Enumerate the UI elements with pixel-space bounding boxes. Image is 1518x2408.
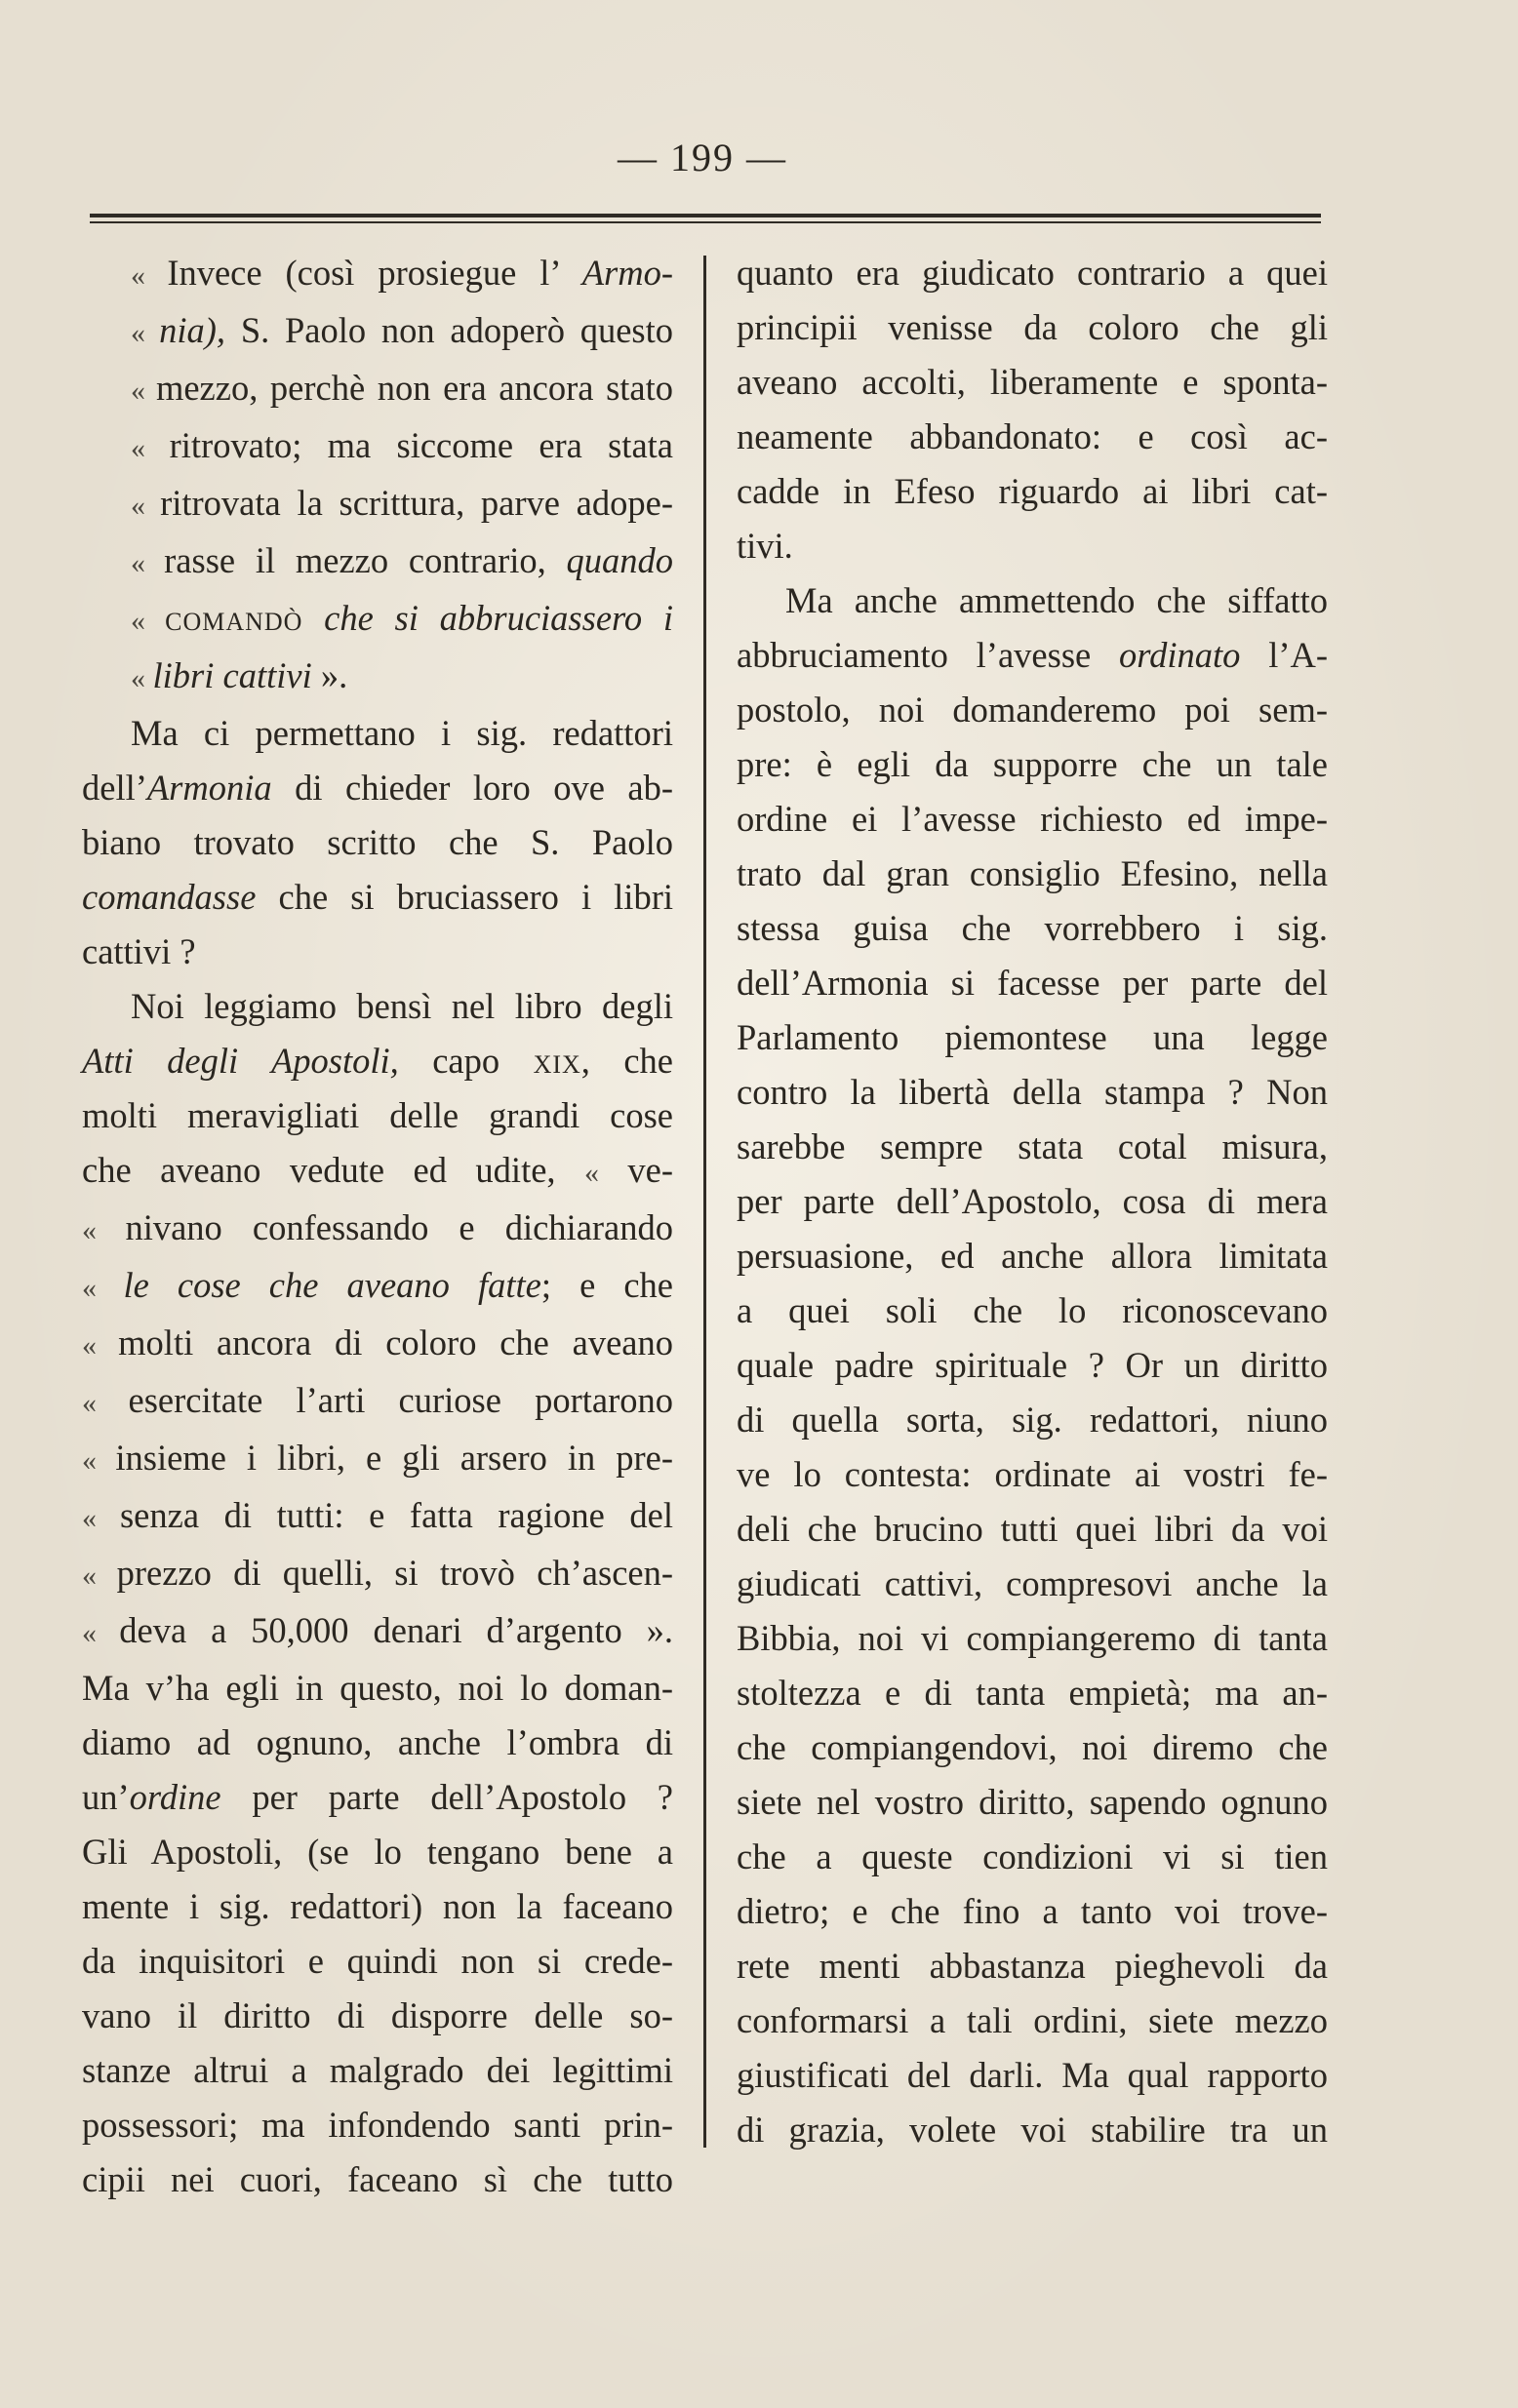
text-run: ; e che (540, 1265, 674, 1305)
quote-mark: « (131, 547, 165, 579)
text-run: S. Paolo non adoperò questo (225, 310, 674, 350)
italic-text: che si abbruciassero i (302, 598, 673, 638)
italic-text: libri cattivi (152, 655, 312, 695)
text-run: cattivi ? (82, 931, 196, 971)
text-line (82, 1603, 673, 1661)
text-line (737, 1666, 1328, 1720)
text-line (82, 1546, 673, 1603)
text-run: Ma anche ammettendo che siffatto (785, 580, 1328, 620)
text-run: che aveano vedute ed udite, (82, 1150, 584, 1190)
text-run: che compiangendovi, noi diremo che (737, 1727, 1328, 1767)
text-run: Parlamento piemontese una legge (737, 1017, 1328, 1057)
text-line (82, 1934, 673, 1989)
text-run: di chieder loro ove ab- (271, 768, 673, 808)
right-text-column (737, 246, 1328, 2157)
text-line (737, 1010, 1328, 1065)
text-run: aveano accolti, liberamente e sponta- (737, 362, 1328, 402)
quote-mark: « (82, 1617, 120, 1649)
text-line (82, 761, 673, 815)
text-run: l’A- (1240, 635, 1329, 675)
text-line (82, 1488, 673, 1546)
text-run: di grazia, volete voi stabilire tra un (737, 2110, 1328, 2150)
text-line (737, 1557, 1328, 1611)
text-line (737, 1994, 1328, 2048)
text-run: senza di tutti: e fatta ragione del (119, 1495, 673, 1535)
text-run: di quella sorta, sig. redattori, niuno (737, 1400, 1328, 1440)
text-line (737, 1611, 1328, 1666)
text-run: insieme i libri, e gli arsero in pre- (115, 1438, 674, 1478)
text-run: principii venisse da coloro che gli (737, 307, 1328, 347)
text-line (82, 2152, 673, 2207)
text-line (82, 591, 673, 649)
text-run: ve lo contesta: ordinate ai vostri fe- (737, 1454, 1328, 1494)
quote-mark: « (82, 1387, 129, 1419)
text-line (82, 1879, 673, 1934)
text-run: esercitate l’arti curiose portarono (128, 1380, 673, 1420)
text-line (82, 1989, 673, 2043)
text-run: pre: è egli da supporre che un tale (737, 744, 1328, 784)
text-run: ve- (598, 1150, 673, 1190)
text-run: ritrovata la scrittura, parve adope- (160, 483, 673, 523)
text-line (737, 1393, 1328, 1447)
quote-mark: « (131, 432, 170, 464)
text-run: conformarsi a tali ordini, siete mezzo (737, 2000, 1328, 2040)
italic-text: le cose che aveano fatte (123, 1265, 541, 1305)
text-line (737, 1447, 1328, 1502)
text-run: molti meravigliati delle grandi cose (82, 1095, 673, 1135)
text-run: Noi leggiamo bensì nel libro degli (131, 986, 673, 1026)
text-line (737, 1775, 1328, 1830)
text-run: stessa guisa che vorrebbero i sig. (737, 908, 1328, 948)
text-line (737, 300, 1328, 355)
text-run: ordine ei l’avesse richiesto ed impe- (737, 799, 1328, 839)
text-run: quale padre spirituale ? Or un diritto (737, 1345, 1328, 1385)
quote-mark: « (131, 490, 161, 522)
italic-text: Armo- (581, 253, 673, 293)
text-line (737, 1065, 1328, 1120)
text-line (737, 573, 1328, 628)
text-line (737, 1939, 1328, 1994)
text-run: dietro; e che fino a tanto voi trove- (737, 1891, 1328, 1931)
text-line (82, 979, 673, 1034)
italic-text: Atti degli Apostoli, (82, 1041, 399, 1081)
text-run: ». (311, 655, 348, 695)
text-run: mente i sig. redattori) non la faceano (82, 1886, 673, 1926)
text-run: neamente abbandonato: e così ac- (737, 416, 1328, 456)
text-run: , che (580, 1041, 674, 1081)
text-line (737, 1720, 1328, 1775)
text-line (737, 956, 1328, 1010)
text-line (82, 1143, 673, 1201)
text-line (737, 1884, 1328, 1939)
text-line (737, 737, 1328, 792)
text-run: trato dal gran consiglio Efesino, nella (737, 853, 1328, 893)
text-run: prezzo di quelli, si trovò ch’ascen- (116, 1553, 674, 1593)
text-line (737, 847, 1328, 901)
text-run: giustificati del darli. Ma qual rapporto (737, 2055, 1328, 2095)
text-run: sarebbe sempre stata cotal misura, (737, 1126, 1328, 1166)
text-line (82, 870, 673, 925)
page-number: — 199 — (618, 136, 787, 179)
text-run: che a queste condizioni vi si tien (737, 1836, 1328, 1876)
quote-mark: « (82, 1444, 116, 1477)
text-run: cipii nei cuori, faceano sì che tutto (82, 2159, 673, 2199)
text-run: per parte dell’Apostolo ? (220, 1777, 673, 1817)
text-line (82, 2043, 673, 2098)
text-run: contro la libertà della stampa ? Non (737, 1072, 1328, 1112)
text-line (82, 925, 673, 979)
text-line (82, 1373, 673, 1431)
text-run: Gli Apostoli, (se lo tengano bene a (82, 1832, 673, 1872)
text-line (82, 1661, 673, 1716)
quote-mark: « (583, 1157, 599, 1189)
italic-text: ordine (129, 1777, 221, 1817)
text-line (82, 361, 673, 418)
quote-mark: « (82, 1502, 120, 1534)
text-run: deva a 50,000 denari d’argento ». (119, 1610, 674, 1650)
text-run: dell’Armonia si facesse per parte del (737, 963, 1328, 1003)
text-line (82, 1034, 673, 1088)
quote-mark: « (131, 605, 166, 637)
text-line (737, 2048, 1328, 2103)
text-run: diamo ad ognuno, anche l’ombra di (82, 1722, 673, 1762)
text-line (737, 1120, 1328, 1174)
text-run: da inquisitori e quindi non si crede- (82, 1941, 673, 1981)
text-run: molti ancora di coloro che aveano (118, 1322, 673, 1362)
text-run: rete menti abbastanza pieghevoli da (737, 1946, 1328, 1986)
text-run: Invece (così prosiegue l’ (167, 253, 582, 293)
italic-text: ordinato (1119, 635, 1241, 675)
text-line (82, 476, 673, 533)
text-run: mezzo, perchè non era ancora stato (155, 368, 674, 408)
text-run: che si bruciassero i libri (256, 877, 673, 917)
text-run: postolo, noi domanderemo poi sem- (737, 690, 1328, 730)
text-run: quanto era giudicato contrario a quei (737, 253, 1328, 293)
text-run: xix (533, 1041, 581, 1081)
text-line (737, 1502, 1328, 1557)
quote-mark: « (82, 1329, 119, 1362)
text-line (737, 628, 1328, 683)
text-line (82, 1431, 673, 1488)
text-run: siete nel vostro diritto, sapendo ognuno (737, 1782, 1328, 1822)
text-line (737, 683, 1328, 737)
text-run: giudicati cattivi, compresovi anche la (737, 1563, 1328, 1603)
column-divider (703, 256, 706, 2148)
text-run: deli che brucino tutti quei libri da voi (737, 1509, 1328, 1549)
text-run: tivi. (737, 526, 793, 566)
quote-mark: « (131, 375, 156, 407)
text-line (82, 649, 673, 706)
text-line (82, 1716, 673, 1770)
text-line (737, 1229, 1328, 1283)
text-line (737, 1830, 1328, 1884)
quote-mark: « (131, 259, 168, 292)
text-run: un’ (82, 1777, 130, 1817)
text-run: possessori; ma infondendo santi prin- (82, 2105, 673, 2145)
text-line (82, 1770, 673, 1825)
italic-text: comandasse (82, 877, 257, 917)
text-line (737, 901, 1328, 956)
text-run: stanze altrui a malgrado dei legittimi (82, 2050, 673, 2090)
header-rule-thick (90, 214, 1321, 217)
text-line (737, 792, 1328, 847)
text-line (737, 1338, 1328, 1393)
quote-mark: « (82, 1559, 117, 1592)
left-text-column (82, 246, 673, 2207)
text-line (737, 2103, 1328, 2157)
italic-text: quando (566, 540, 674, 580)
text-run: capo (398, 1041, 534, 1081)
text-line (737, 410, 1328, 464)
text-line (737, 355, 1328, 410)
text-line (737, 519, 1328, 573)
quote-mark: « (131, 662, 153, 694)
text-line (82, 1258, 673, 1316)
text-line (82, 1201, 673, 1258)
text-run: comandò (165, 598, 303, 638)
text-run: nivano confessando e dichiarando (125, 1207, 673, 1247)
text-run: a quei soli che lo riconoscevano (737, 1290, 1328, 1330)
text-run: stoltezza e di tanta empietà; ma an- (737, 1673, 1328, 1713)
text-run: per parte dell’Apostolo, cosa di mera (737, 1181, 1328, 1221)
text-run: ritrovato; ma siccome era stata (169, 425, 673, 465)
text-run: abbruciamento l’avesse (737, 635, 1120, 675)
text-line (737, 246, 1328, 300)
text-line (82, 533, 673, 591)
text-run: rasse il mezzo contrario, (164, 540, 567, 580)
text-run: Ma ci permettano i sig. redattori (131, 713, 673, 753)
text-line (737, 1283, 1328, 1338)
text-run: vano il diritto di disporre delle so- (82, 1995, 673, 2035)
text-run: dell’ (82, 768, 147, 808)
text-line (82, 1825, 673, 1879)
italic-text: nia), (159, 310, 226, 350)
text-line (82, 303, 673, 361)
italic-text: Armonia (146, 768, 272, 808)
text-run: Bibbia, noi vi compiangeremo di tanta (737, 1618, 1328, 1658)
text-run: persuasione, ed anche allora limitata (737, 1236, 1328, 1276)
text-line (82, 1316, 673, 1373)
text-line (737, 1174, 1328, 1229)
text-run: biano trovato scritto che S. Paolo (82, 822, 673, 862)
header-rule-thin (90, 221, 1321, 223)
text-line (82, 2098, 673, 2152)
text-run: Ma v’ha egli in questo, noi lo doman- (82, 1668, 673, 1708)
text-line (737, 464, 1328, 519)
quote-mark: « (131, 317, 160, 349)
text-line (82, 246, 673, 303)
quote-mark: « (82, 1214, 126, 1246)
text-line (82, 418, 673, 476)
text-line (82, 706, 673, 761)
text-line (82, 1088, 673, 1143)
text-run: cadde in Efeso riguardo ai libri cat- (737, 471, 1328, 511)
text-line (82, 815, 673, 870)
quote-mark: « (82, 1272, 124, 1304)
